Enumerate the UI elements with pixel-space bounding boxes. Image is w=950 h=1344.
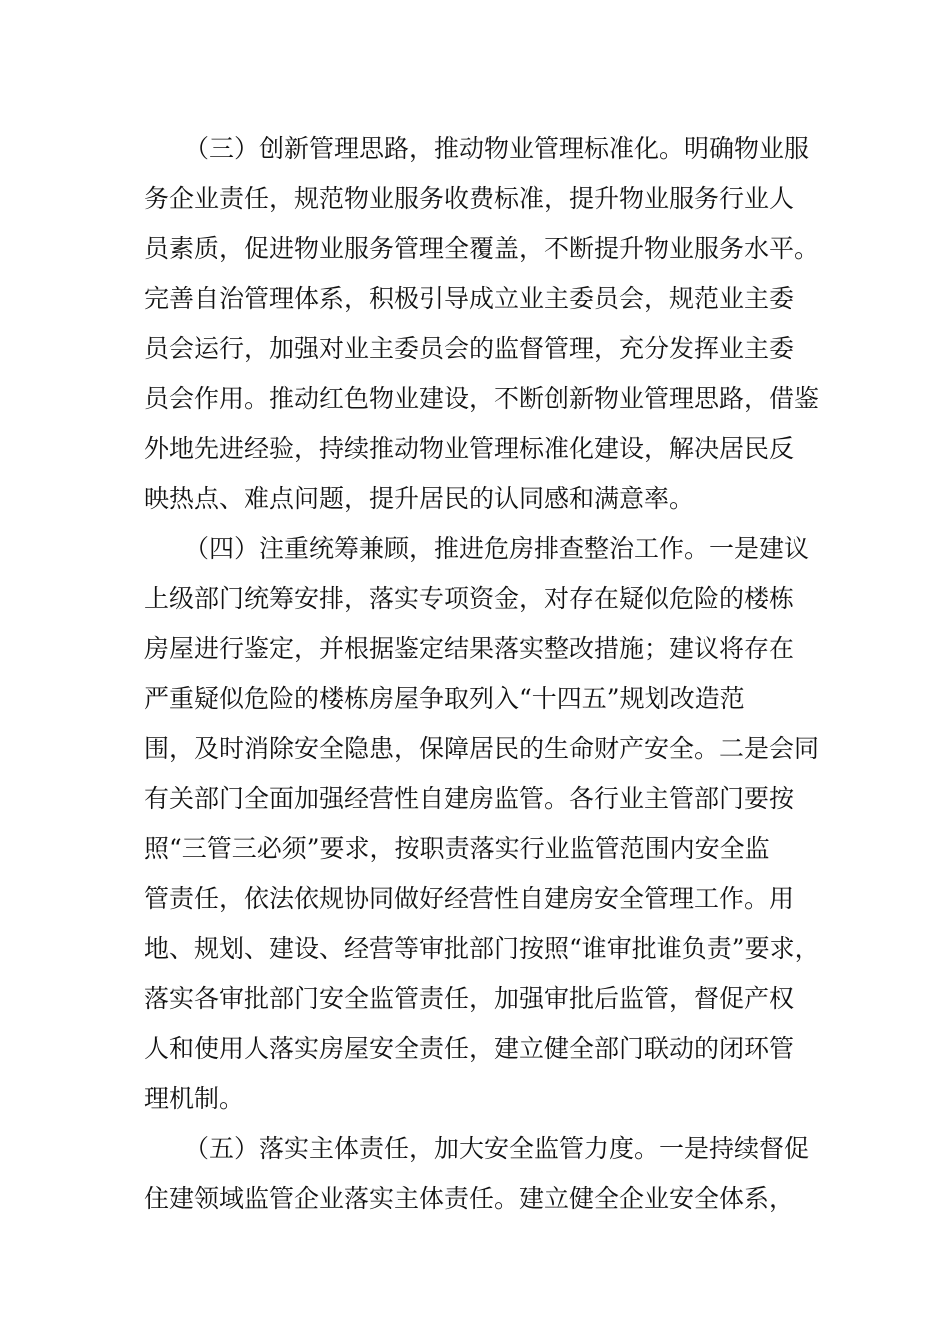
paragraph-4-line-3: 房屋进行鉴定，并根据鉴定结果落实整改措施；建议将存在 [144, 634, 795, 663]
paragraph-3-line-4: 完善自治管理体系，积极引导成立业主委员会，规范业主委 [144, 284, 795, 313]
paragraph-4-line-11: 人和使用人落实房屋安全责任，建立健全部门联动的闭环管 [144, 1034, 795, 1063]
paragraph-4-line-6: 有关部门全面加强经营性自建房监管。各行业主管部门要按 [144, 784, 795, 813]
paragraph-3-line-6: 员会作用。推动红色物业建设，不断创新物业管理思路，借鉴 [144, 384, 820, 413]
paragraph-4-line-12: 理机制。 [144, 1084, 245, 1113]
paragraph-3-line-3: 员素质，促进物业服务管理全覆盖，不断提升物业服务水平。 [144, 234, 820, 263]
paragraph-4-line-9: 地、规划、建设、经营等审批部门按照“谁审批谁负责”要求， [144, 934, 820, 963]
paragraph-3-line-8: 映热点、难点问题，提升居民的认同感和满意率。 [144, 484, 695, 513]
paragraph-3-line-1: （三）创新管理思路，推动物业管理标准化。明确物业服 [184, 134, 810, 163]
paragraph-3-line-5: 员会运行，加强对业主委员会的监督管理，充分发挥业主委 [144, 334, 795, 363]
document-body [144, 124, 820, 1224]
paragraph-4-line-2: 上级部门统筹安排，落实专项资金，对存在疑似危险的楼栋 [144, 584, 795, 613]
paragraph-4-line-7: 照“三管三必须”要求，按职责落实行业监管范围内安全监 [144, 834, 770, 863]
paragraph-3-line-2: 务企业责任，规范物业服务收费标准，提升物业服务行业人 [144, 184, 795, 213]
paragraph-4-line-5: 围，及时消除安全隐患，保障居民的生命财产安全。二是会同 [144, 734, 820, 763]
paragraph-4-line-8: 管责任，依法依规协同做好经营性自建房安全管理工作。用 [144, 884, 795, 913]
paragraph-4-line-1: （四）注重统筹兼顾，推进危房排查整治工作。一是建议 [184, 534, 810, 563]
paragraph-3-line-7: 外地先进经验，持续推动物业管理标准化建设，解决居民反 [144, 434, 795, 463]
paragraph-5-line-1: （五）落实主体责任，加大安全监管力度。一是持续督促 [184, 1134, 810, 1163]
paragraph-4-line-4: 严重疑似危险的楼栋房屋争取列入“十四五”规划改造范 [144, 684, 745, 713]
paragraph-4-line-10: 落实各审批部门安全监管责任，加强审批后监管，督促产权 [144, 984, 795, 1013]
paragraph-5-line-2: 住建领域监管企业落实主体责任。建立健全企业安全体系， [144, 1184, 795, 1213]
